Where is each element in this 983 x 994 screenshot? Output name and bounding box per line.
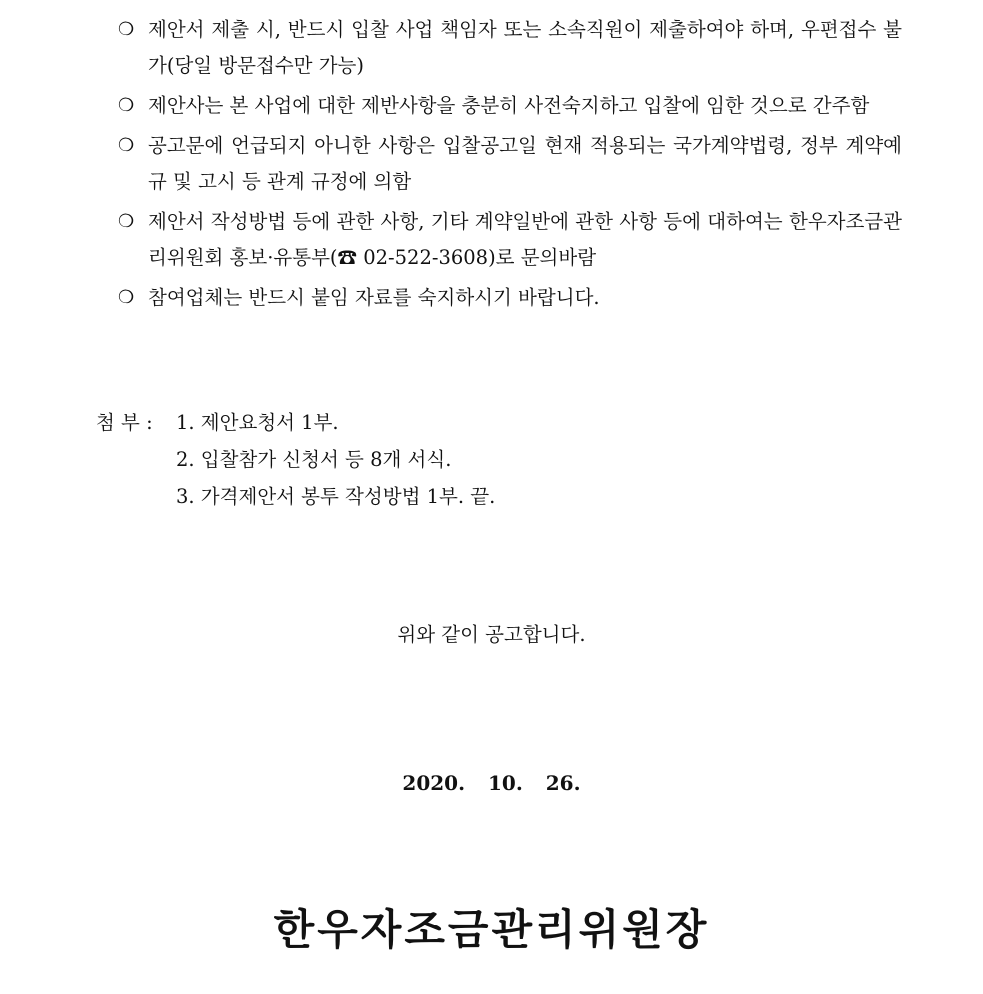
circle-bullet-icon: ❍ [118,95,135,116]
notice-date: 2020. 10. 26. [402,771,581,795]
issuer-signature: 한우자조금관리위원장 [273,905,710,954]
bullet-text: 참여업체는 반드시 붙임 자료를 숙지하시기 바랍니다. [148,286,600,309]
attachments-section [96,404,495,515]
notice-bullet-list [112,12,902,320]
bullet-item [112,204,902,276]
attachments-label-spacer [96,441,176,478]
attachment-row [96,441,495,478]
bullet-text: 제안서 작성방법 등에 관한 사항, 기타 계약일반에 관한 사항 등에 대하여는 한우자조금관리위원회 홍보·유통부(☎ 02-522-3608)로 문의바람 [148,210,902,269]
bullet-item [112,128,902,200]
bullet-text: 제안서 제출 시, 반드시 입찰 사업 책임자 또는 소속직원이 제출하여야 하며, 우편접수 불가(당일 방문접수만 가능) [148,18,902,77]
attachment-item: 2. 입찰참가 신청서 등 8개 서식. [176,448,452,471]
attachment-item: 1. 제안요청서 1부. [176,411,339,434]
bullet-item [112,88,902,124]
bullet-item [112,12,902,84]
bullet-item [112,280,902,316]
circle-bullet-icon: ❍ [118,287,135,308]
attachment-row [96,478,495,515]
circle-bullet-icon: ❍ [118,135,135,156]
circle-bullet-icon: ❍ [118,19,135,40]
attachments-label-spacer [96,478,176,515]
bullet-text: 공고문에 언급되지 아니한 사항은 입찰공고일 현재 적용되는 국가계약법령, 정부 계약예규 및 고시 등 관계 규정에 의함 [148,134,902,193]
attachment-item: 3. 가격제안서 봉투 작성방법 1부. 끝. [176,485,496,508]
attachment-row [96,404,495,441]
attachments-label: 첨 부 : [96,411,153,434]
circle-bullet-icon: ❍ [118,211,135,232]
bullet-text: 제안사는 본 사업에 대한 제반사항을 충분히 사전숙지하고 입찰에 임한 것으로 간주함 [148,94,870,117]
announcement-text: 위와 같이 공고합니다. [397,623,586,646]
